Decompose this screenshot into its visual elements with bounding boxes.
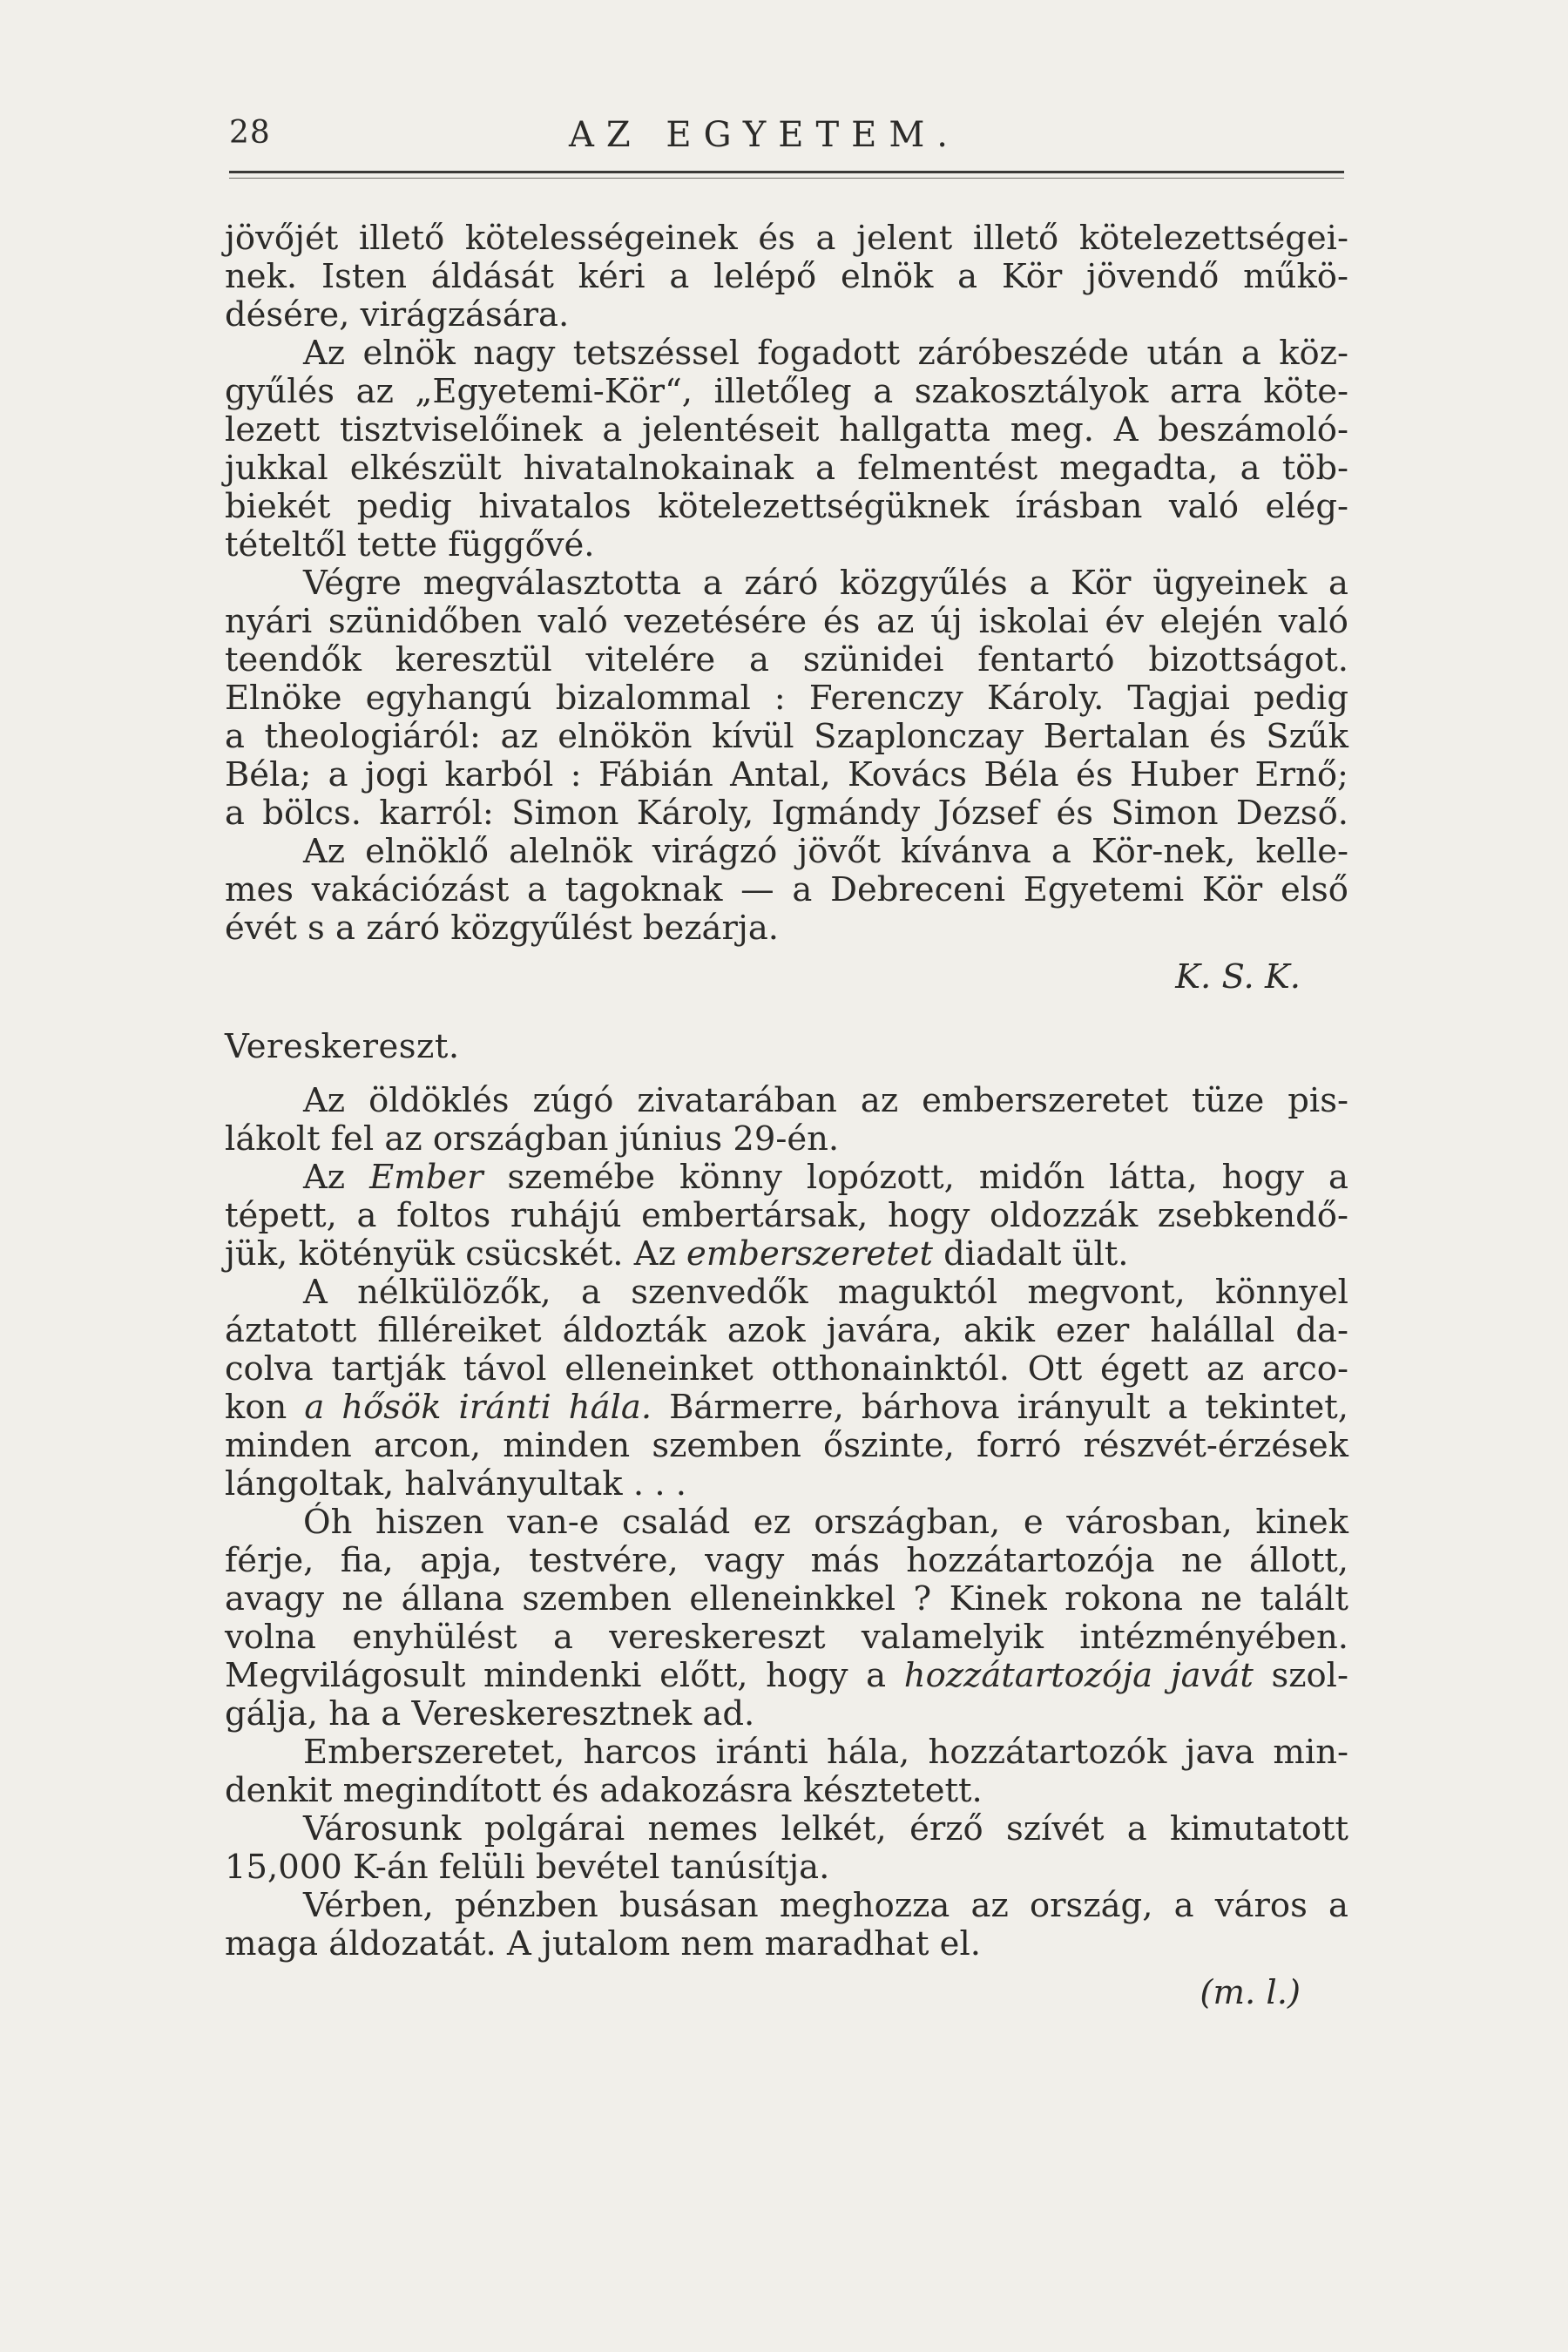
text-line: teendők keresztül vitelére a szünidei fentartó bizottságot. [225, 640, 1348, 679]
text-line: biekét pedig hivatalos kötelezettségüknek írásban való elég- [225, 487, 1348, 526]
text-line: áztatott filléreiket áldozták azok javára, akik ezer halállal da- [225, 1311, 1348, 1350]
page-header [229, 115, 1344, 167]
text-line: colva tartják távol elleneinket otthonainktól. Ott égett az arco- [225, 1349, 1348, 1389]
emphasis: hozzátartozója javát [903, 1656, 1254, 1695]
emphasis: emberszeretet [686, 1234, 933, 1274]
text-line: nek. Isten áldását kéri a lelépő elnök a Kör jövendő műkö- [225, 257, 1348, 296]
text-line: lákolt fel az országban június 29-én. [225, 1119, 840, 1159]
text-line: 15,000 K-án felüli bevétel tanúsítja. [225, 1848, 830, 1887]
text-line: a theologiáról: az elnökön kívül Szaplonczay Bertalan és Szűk [225, 717, 1348, 756]
text-line: évét s a záró közgyűlést bezárja. [225, 909, 780, 948]
text-line: tételtől tette függővé. [225, 525, 595, 564]
signature-initials: K. S. K. [1175, 957, 1301, 997]
text-line: tépett, a foltos ruhájú embertársak, hogy oldozzák zsebkendő- [225, 1196, 1348, 1235]
text-line: jük, kötényük csücskét. Az emberszeretet diadalt ült. [225, 1234, 1129, 1274]
text-line: volna enyhülést a vereskereszt valamelyik intézményében. [225, 1618, 1348, 1657]
text-line: A nélkülözők, a szenvedők maguktól megvont, könnyel [303, 1273, 1348, 1312]
section-title: Vereskereszt. [225, 1027, 460, 1066]
text-line: Városunk polgárai nemes lelkét, érző szívét a kimutatott [303, 1809, 1348, 1848]
text-line: gyűlés az „Egyetemi-Kör“, illetőleg a szakosztályok arra köte- [225, 372, 1348, 411]
text-line: férje, fia, apja, testvére, vagy más hozzátartozója ne állott, [225, 1541, 1348, 1580]
article-body [225, 220, 1348, 2028]
text-line: Vérben, pénzben busásan meghozza az ország, a város a [303, 1886, 1348, 1925]
text-line: minden arcon, minden szemben őszinte, forró részvét-érzések [225, 1426, 1348, 1465]
text-line: Az elnök nagy tetszéssel fogadott záróbeszéde után a köz- [303, 334, 1348, 373]
text-line: Emberszeretet, harcos iránti hála, hozzátartozók java min- [303, 1733, 1348, 1772]
text-line: Megvilágosult mindenki előtt, hogy a hozzátartozója javát szol- [225, 1656, 1348, 1695]
text-line: Az öldöklés zúgó zivatarában az emberszeretet tüze pis- [303, 1081, 1348, 1120]
text-line: lezett tisztviselőinek a jelentéseit hallgatta meg. A beszámoló- [225, 410, 1348, 449]
text-line: Elnöke egyhangú bizalommal : Ferenczy Károly. Tagjai pedig [225, 679, 1348, 718]
text-line: maga áldozatát. A jutalom nem maradhat el. [225, 1924, 982, 1963]
text-line: gálja, ha a Vereskeresztnek ad. [225, 1694, 755, 1734]
running-head: AZ EGYETEM. [569, 115, 960, 155]
header-rule-thick [229, 171, 1344, 173]
text-line: kon a hősök iránti hála. Bármerre, bárhova irányult a tekintet, [225, 1388, 1349, 1427]
text-line: jövőjét illető kötelességeinek és a jelent illető kötelezettségei- [225, 219, 1348, 258]
page-number: 28 [229, 115, 271, 151]
header-rule-thin [229, 178, 1344, 179]
text-line: Az elnöklő alelnök virágzó jövőt kívánva a Kör-nek, kelle- [303, 832, 1348, 871]
text-line: denkit megindított és adakozásra késztetett. [225, 1771, 983, 1810]
text-line: mes vakációzást a tagoknak — a Debreceni Egyetemi Kör első [225, 870, 1348, 909]
text-line: jukkal elkészült hivatalnokainak a felmentést megadta, a töb- [225, 449, 1348, 488]
emphasis: a hősök iránti hála. [304, 1388, 652, 1427]
text-line: a bölcs. karról: Simon Károly, Igmándy József és Simon Dezső. [225, 794, 1348, 833]
text-line: avagy ne állana szemben elleneinkkel ? Kinek rokona ne talált [225, 1579, 1348, 1619]
text-line: Az Ember szemébe könny lopózott, midőn látta, hogy a [303, 1158, 1348, 1197]
signature-initials: (m. l.) [1200, 1973, 1301, 2012]
text-line: Béla; a jogi karból : Fábián Antal, Kovács Béla és Huber Ernő; [225, 755, 1348, 794]
text-line: Óh hiszen van-e család ez országban, e városban, kinek [303, 1503, 1348, 1542]
text-line: Végre megválasztotta a záró közgyűlés a Kör ügyeinek a [303, 564, 1348, 603]
emphasis: Ember [369, 1158, 483, 1197]
text-line: désére, virágzására. [225, 295, 570, 335]
text-line: nyári szünidőben való vezetésére és az új iskolai év elején való [225, 602, 1348, 641]
text-line: lángoltak, halványultak . . . [225, 1464, 687, 1504]
